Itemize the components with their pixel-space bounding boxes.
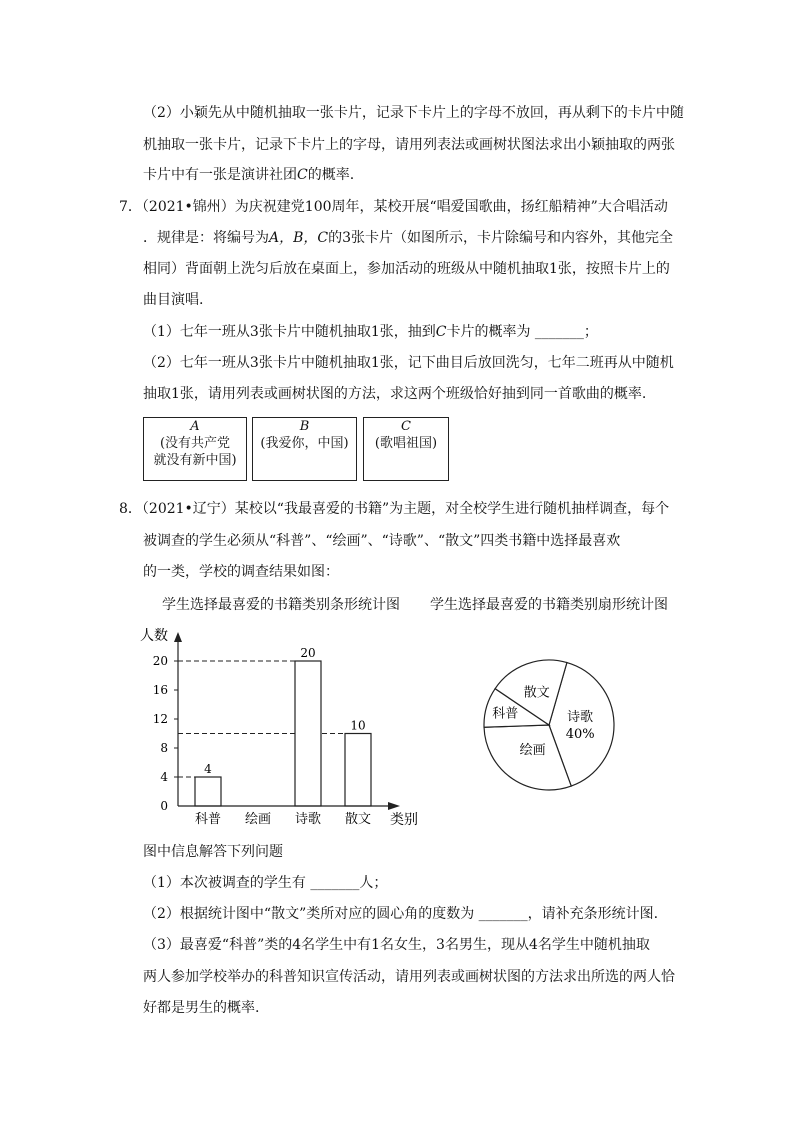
card-song-line1: (歌唱祖国) <box>374 436 438 451</box>
card-song-line1: (没有共产党 <box>159 436 231 451</box>
y-tick-label: 0 <box>160 799 168 813</box>
q7-line3: 相同）背面朝上洗匀后放在桌面上，参加活动的班级从中随机抽取1张，按照卡片上的 <box>143 261 670 277</box>
q8-part1: （1）本次被调查的学生有 _______人； <box>143 875 388 891</box>
q8-prompt: 图中信息解答下列问题 <box>143 844 283 860</box>
q8-part2: （2）根据统计图中“散文”类所对应的圆心角的度数为 _______，请补充条形统计图. <box>143 906 659 922</box>
card-letter: A <box>190 419 200 434</box>
y-tick-label: 20 <box>152 654 168 668</box>
q7-line1: 7．（2021•锦州）为庆祝建党100周年，某校开展“唱爱国歌曲，扬红船精神”大合唱活动 <box>119 199 668 215</box>
card-song-line2: 就没有新中国) <box>153 453 237 468</box>
song-card-c <box>363 417 449 481</box>
song-card-a <box>143 417 247 481</box>
bar-data-label: 20 <box>300 646 316 660</box>
q6-part2-line2: 机抽取一张卡片，记录下卡片上的字母，请用列表法或画树状图法求出小颖抽取的两张 <box>143 137 675 153</box>
q8-part3-line2: 两人参加学校举办的科普知识宣传活动，请用列表或画树状图的方法求出所选的两人恰 <box>143 969 675 985</box>
card-letter: B <box>299 419 310 434</box>
q7-part2-line1: （2）七年一班从3张卡片中随机抽取1张，记下曲目后放回洗匀，七年二班再从中随机 <box>143 355 674 371</box>
y-tick-label: 12 <box>152 712 168 726</box>
q8-part3-line1: （3）最喜爱“科普”类的4名学生中有1名女生，3名男生，现从4名学生中随机抽取 <box>143 937 650 953</box>
pie-slice-label: 科普 <box>492 706 519 722</box>
y-tick-label: 8 <box>160 741 168 755</box>
pie-chart <box>470 640 630 810</box>
q8-line2: 被调查的学生必须从“科普”、“绘画”、“诗歌”、“散文”四类书籍中选择最喜欢 <box>143 533 621 549</box>
q7-line2: ．规律是：将编号为A，B，C的3张卡片（如图所示，卡片除编号和内容外，其他完全 <box>143 230 674 246</box>
bar-1 <box>195 777 221 806</box>
q7-part2-line2: 抽取1张，请用列表或画树状图的方法，求这两个班级恰好抽到同一首歌曲的概率. <box>143 386 647 402</box>
x-tick-label: 散文 <box>344 812 372 827</box>
bar-4 <box>345 734 371 807</box>
song-card-b <box>252 417 357 481</box>
bar-data-label: 10 <box>350 718 366 733</box>
y-tick-label: 16 <box>152 683 168 697</box>
q6-part2-line3: 卡片中有一张是演讲社团C的概率. <box>143 167 355 183</box>
bar-3 <box>295 661 321 806</box>
pie-chart-title: 学生选择最喜爱的书籍类别扇形统计图 <box>430 597 668 613</box>
pie-slice-label: 绘画 <box>519 743 546 759</box>
bar-data-label: 4 <box>204 762 212 776</box>
x-axis-arrow <box>388 802 400 810</box>
q7-part1: （1）七年一班从3张卡片中随机抽取1张，抽到C卡片的概率为 _______； <box>143 324 598 340</box>
x-tick-label: 绘画 <box>244 812 272 827</box>
y-axis-title: 人数 <box>140 628 168 644</box>
pie-slice-label: 散文 <box>523 685 550 701</box>
q8-line3: 的一类，学校的调查结果如图： <box>143 564 339 580</box>
x-tick-label: 科普 <box>194 812 222 827</box>
q8-part3-line3: 好都是男生的概率. <box>143 1000 260 1016</box>
q7-line4: 曲目演唱. <box>143 292 204 308</box>
pie-slice-label: 诗歌 <box>567 709 594 725</box>
q8-line1: 8．（2021•辽宁）某校以“我最喜爱的书籍”为主题，对全校学生进行随机抽样调查，每个 <box>119 501 670 517</box>
bar-chart-title: 学生选择最喜爱的书籍类别条形统计图 <box>162 597 400 613</box>
pie-slice-value: 40% <box>565 726 595 742</box>
card-letter: C <box>401 419 411 434</box>
q6-part2-line1: （2）小颖先从中随机抽取一张卡片，记录下卡片上的字母不放回，再从剩下的卡片中随 <box>143 105 684 121</box>
x-tick-label: 诗歌 <box>294 812 322 827</box>
y-axis-arrow <box>174 632 182 642</box>
card-song-line1: (我爱你，中国) <box>260 436 349 451</box>
y-tick-label: 4 <box>160 770 168 784</box>
x-axis-title: 类别 <box>390 812 418 828</box>
bar-chart <box>130 622 430 832</box>
